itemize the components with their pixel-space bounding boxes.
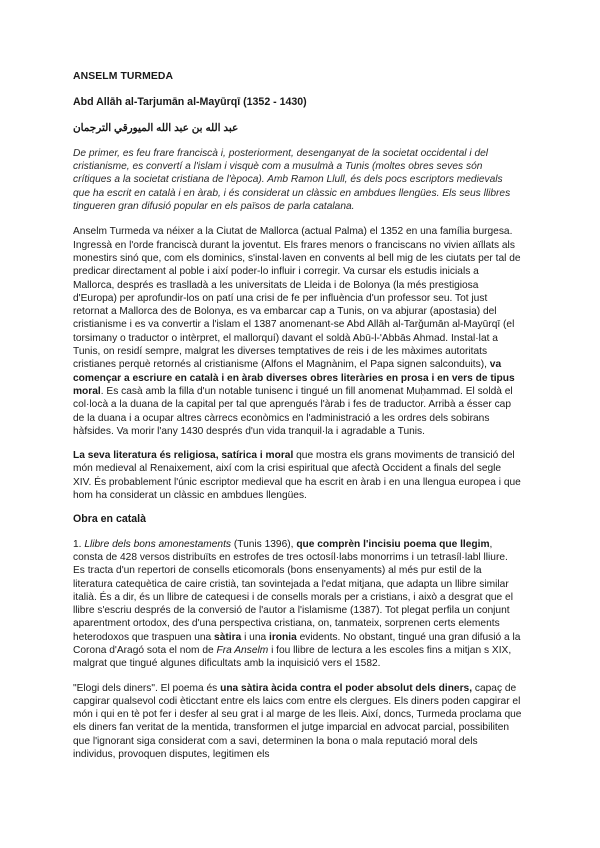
work-1-title: Llibre dels bons amonestaments <box>84 538 231 550</box>
work-1-text-a: (Tunis 1396), <box>231 538 297 550</box>
work-1-paragraph <box>73 538 522 671</box>
work-1-satira: sàtira <box>214 631 242 643</box>
work-1-ironia: ironia <box>269 631 297 643</box>
work-1-text-e: i fou llibre de lectura a les escoles fins a mitjan s XIX, malgrat que tingué algunes dificultats amb la inquisició vers el 1582. <box>73 644 512 670</box>
work-1-bold: que comprèn l'incisiu poema que llegim <box>296 538 490 550</box>
bio-bold-text: va començar a escriure en català i en àrab diverses obres literàries en prosa i en vers de tipus moral <box>73 359 515 397</box>
bio-text-2: . Es casà amb la filla d'un notable tunisenc i tingué un fill anomenat Muḥammad. El soldà el col·locà a la duana de la capital per tal que aprengués l'àrab i fes de traductor. Arribà a ésser cap de la duana i a ocupar altres càrrecs econòmics en l'administració a les ordres dels sobirans hàfsides. Va morir l'any 1430 després d'un vida tranquil·la i agradable a Tunis. <box>73 385 513 437</box>
elogi-paragraph <box>73 682 522 762</box>
elogi-bold: una sàtira àcida contra el poder absolut dels diners, <box>220 682 473 694</box>
elogi-text-b: capaç de capgirar qualsevol codi èticctant entre els laics com entre els clergues. Els diners poden capgirar el món i qui en tè pot fer i desfer al seu grat i al marge de les lleis. Així, doncs, Turmeda proclama que els diners fan veritat de la mentida, transformen el jutge imparcial en advocat parcial, possibiliten que l'ignorant siga considerat com a savi, determinen la bona o mala reputació moral dels individus, provoquen disputes, legitimen els <box>73 682 522 761</box>
bio-text-1: Anselm Turmeda va néixer a la Ciutat de Mallorca (actual Palma) el 1352 en una família burgesa. Ingressà en l'orde franciscà durant la joventut. Els frares menors o franciscans no vivien aïllats als monestirs sinó que, com els dominics, s'instal·laven en convents al bell mig de les ciutats per tal de predicar directament al poble i així poder-lo influir i corregir. Va cursar els estudis inicials a Mallorca, després es traslladà a les universitats de Lleida i de Bolonya (la més prestigiosa d'Europa) per aprofundir-los on patí una crisi de fe per influència d'un professor seu. Tot just retornat a Mallorca des de Bolonya, es va embarcar cap a Tunis, on va abjurar (apostasia) del cristianisme i es va convertir a l'islam el 1387 anomenant-se Abd Allāh al-Tarǧumān al-Mayūrqī (el torsimany o traductor o intèrpret, el mallorquí) davant el soldà Abū-l-'Abbās Ahmad. Instal·lat a Tunis, on residí sempre, malgrat les diverses temptatives de reis i de les màximes autoritats cristianes perquè retornés al cristianisme (Alfons el Magnànim, el Papa signen salconduits), <box>73 226 521 371</box>
literature-text: que mostra els grans moviments de transició del món medieval al Renaixement, així com la crisi espiritual que afectà Occident a finals del segle XIV. És probablement l'únic escriptor medieval que ha escrit en àrab i en una llengua europea i que hom ha considerat un clàssic en ambdues llengües. <box>73 450 521 502</box>
elogi-text-a: "Elogi dels diners". El poema és <box>73 682 221 694</box>
intro-paragraph: De primer, es feu frare franciscà i, posteriorment, desenganyat de la societat occidental i del cristianisme, es convertí a l'islam i visquè com a musulmà a Tunis (moltes obres seves són crítiques a la societat cristiana de l'època). Amb Ramon Llull, és dels pocs escriptors medievals que ha escrit en català i en àrab, i és considerat un clàssic en ambdues llengües. Els seus llibres tingueren gran difusió popular en els països de parla catalana. <box>73 147 511 213</box>
literature-paragraph <box>73 449 522 502</box>
author-full-name: Abd Allāh al-Tarjumān al-Mayūrqī (1352 - 1430) <box>73 96 307 109</box>
document-title: ANSELM TURMEDA <box>73 71 174 82</box>
work-1-text-b: , consta de 428 versos distribuïts en estrofes de tres octosíl·labs monorrims i un tetrasíl·labl lliure. Es tracta d'un repertori de consells eticomorals (bons ensenyaments) al més pur estil de la literatura catequètica de caire cristià, tan sovintejada a l'edat mitjana, que adapta un llibre similar italià. És a dir, és un llibre de catequesi i de consells morals per a cristians, i això a desgrat que el llibre s'escriu després de la conversió de l'autor a l'islamisme (1387). Tot plegat perfila un conjunt aparentment ortodox, des d'una perspectiva cristiana, on, tanmateix, sorprenen certs elements heterodoxos que traspuen una <box>73 538 513 643</box>
section-heading: Obra en català <box>73 513 147 526</box>
literature-bold-text: La seva literatura és religiosa, satírica i moral <box>73 450 294 462</box>
work-1-text-d: evidents. No obstant, tingué una gran difusió a la Corona d'Aragó sota el nom de <box>73 631 521 656</box>
work-1-text-c: i una <box>241 631 269 643</box>
work-1-fra-anselm: Fra Anselm <box>216 644 269 656</box>
author-arabic-name: عبد الله بن عبد الله الميورقي الترجمان <box>73 122 239 134</box>
work-1-number: 1. <box>73 538 85 550</box>
biography-paragraph <box>73 225 522 438</box>
